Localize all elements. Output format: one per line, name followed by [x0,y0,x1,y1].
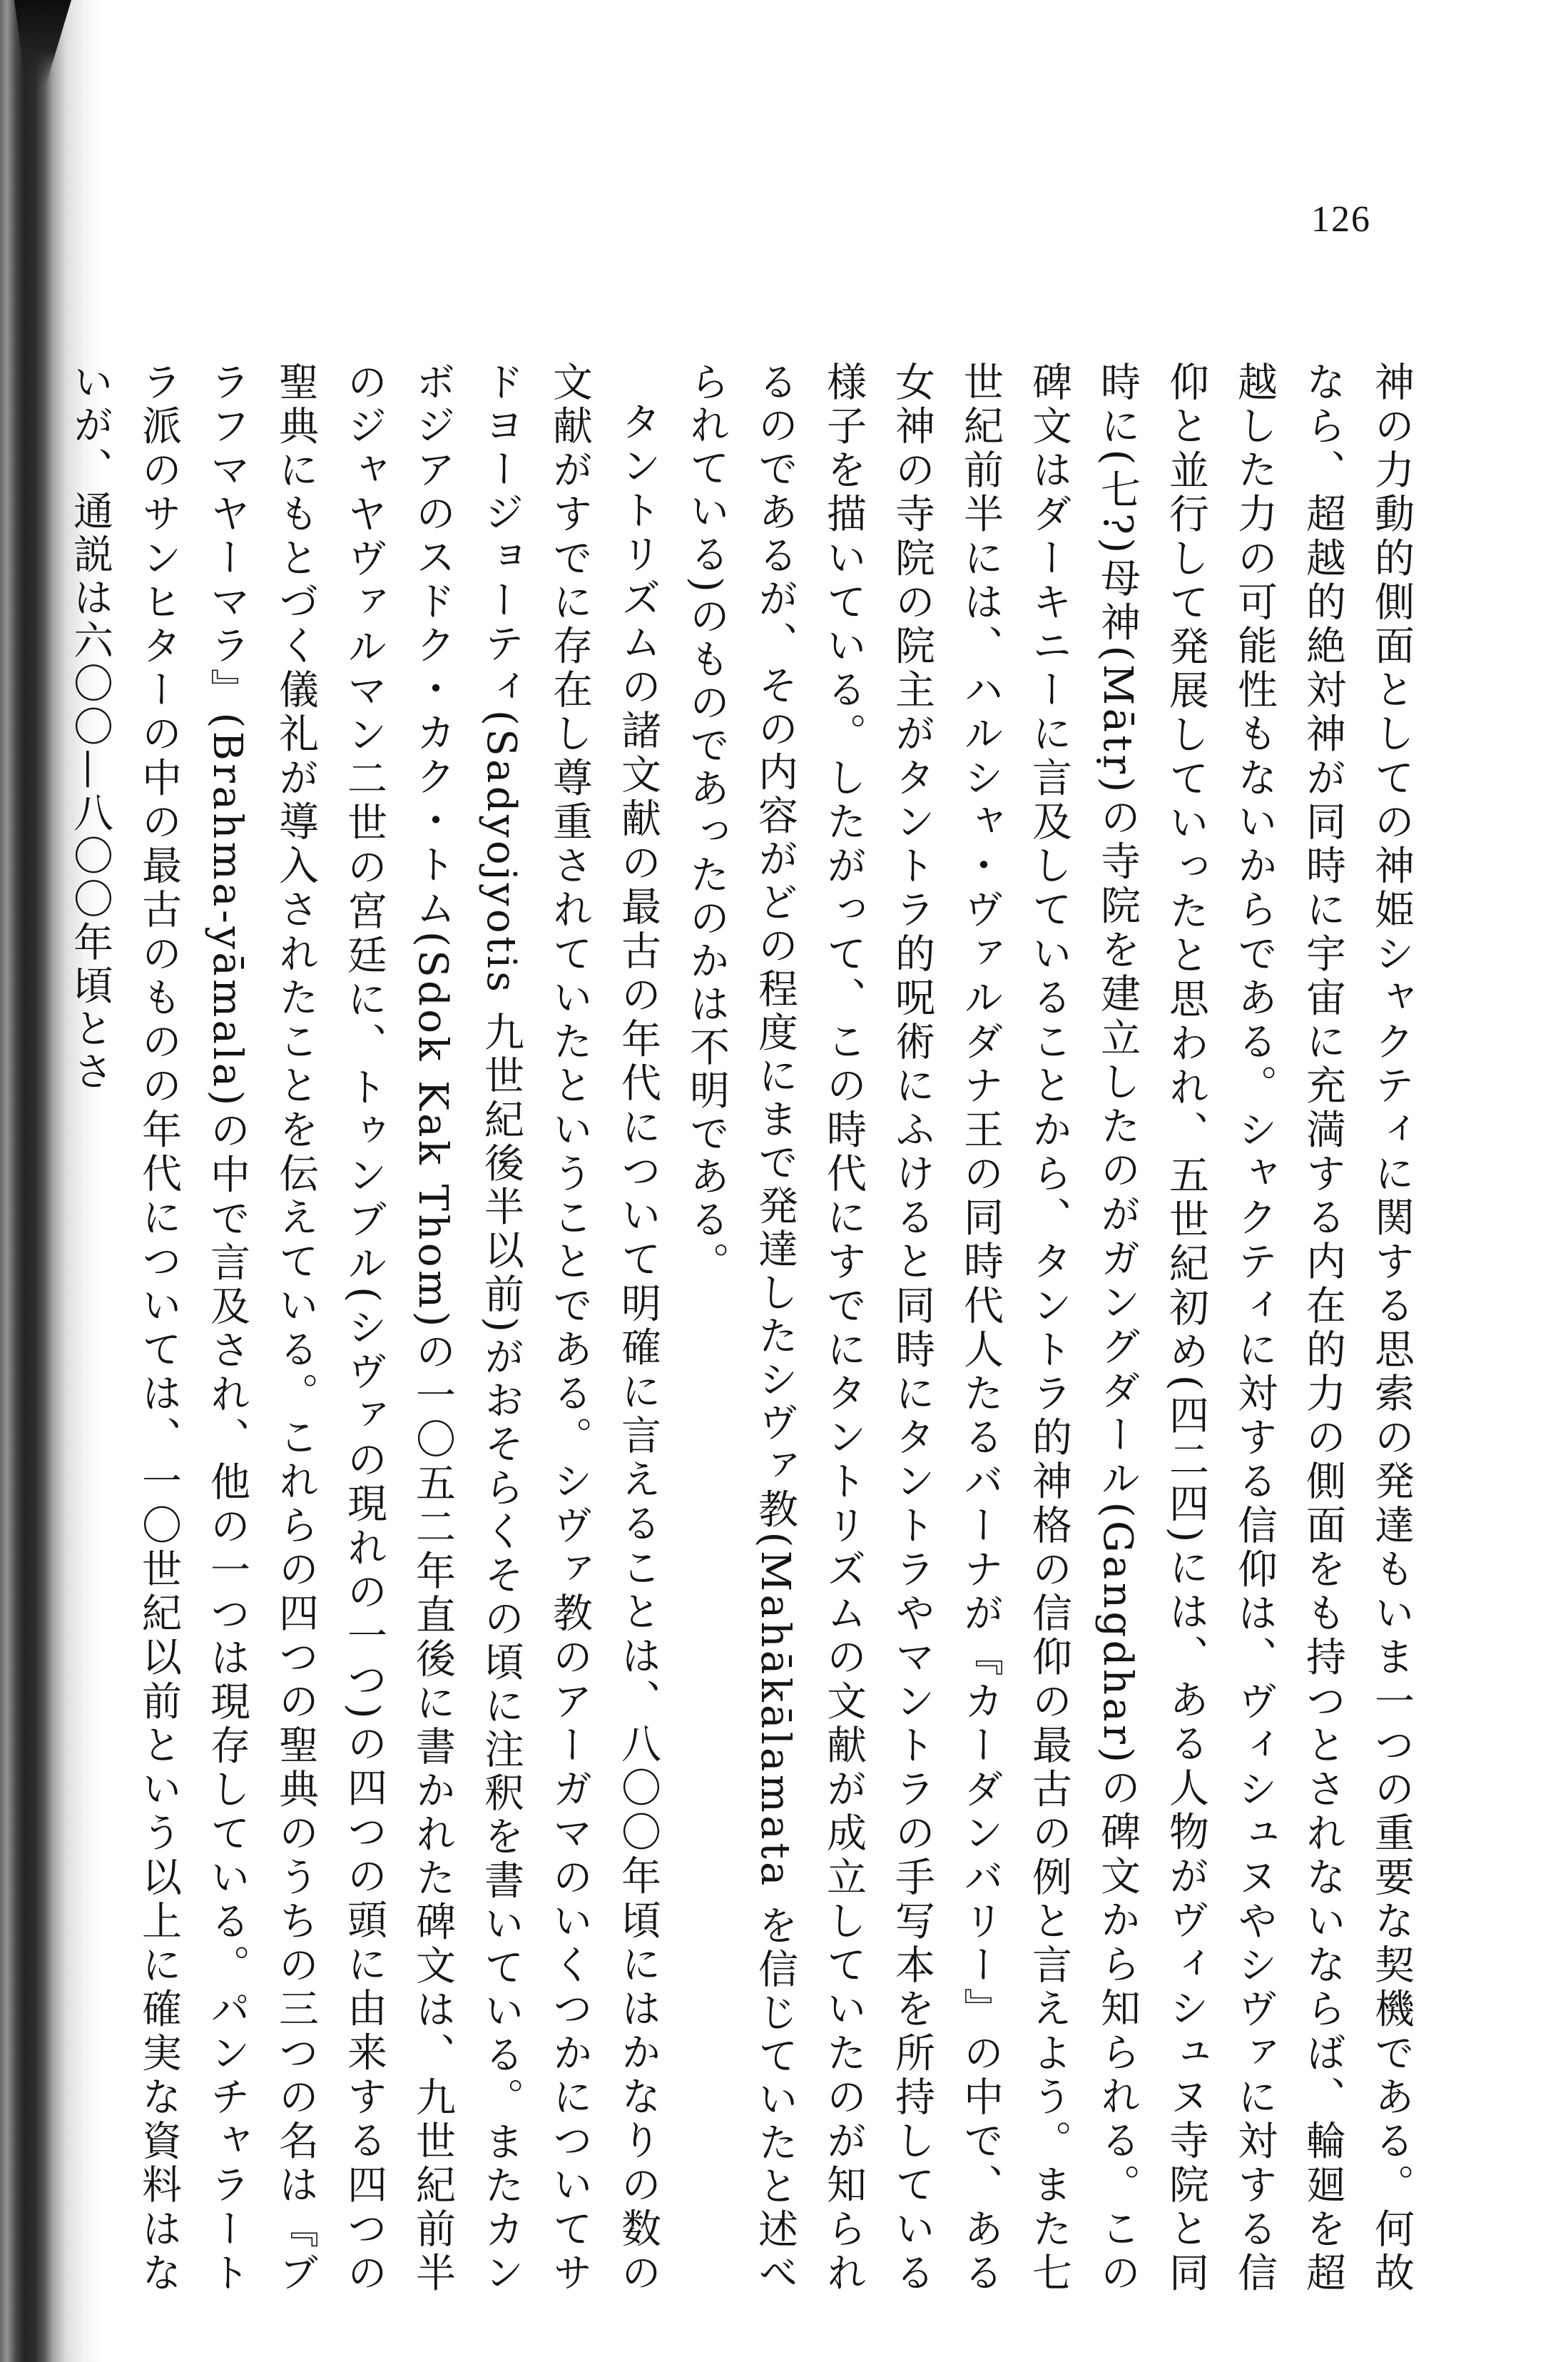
paragraph-1: 神の力動的側面としての神姫シャクティに関する思索の発達もいま一つの重要な契機である。何故なら、超越的絶対神が同時に宇宙に充満する内在的力の側面をも持つとされないならば、輪廻を超越した力の可能性もないからである。シャクティに対する信仰は、ヴィシュヌやシヴァに対する信仰と並行して発展していったと思われ、五世紀初め(四二四)には、ある人物がヴィシュヌ寺院と同時に(七?)母神(Mātṛ)の寺院を建立したのがガングダール(Gangdhar)の碑文から知られる。この碑文はダーキニーに言及していることから、タントラ的神格の信仰の最古の例と言えよう。また七世紀前半には、ハルシャ・ヴァルダナ王の同時代人たるバーナが『カーダンバリー』の中で、ある女神の寺院の院主がタントラ的呪術にふけると同時にタントラやマントラの手写本を所持している様子を描いている。したがって、この時代にすでにタントリズムの文献が成立していたのが知られるのであるが、その内容がどの程度にまで発達したシヴァ教(Mahākālamata を信じていたと述べられている)のものであったのかは不明である。 [683,361,1415,2295]
body-text [56,361,1425,2295]
paragraph-2: タントリズムの諸文献の最古の年代について明確に言えることは、八〇〇年頃にはかなりの数の文献がすでに存在し尊重されていたということである。シヴァ教のアーガマのいくつかについてサドヨージョーティ(Sadyojyotis 九世紀後半以前)がおそらくその頃に注釈を書いている。またカンボジアのスドク・カク・トム(Sdok Kak Thom)の一〇五二年直後に書かれた碑文は、九世紀前半のジャヤヴァルマン二世の宮廷に、トゥンブル(シヴァの現れの一つ)の四つの頭に由来する四つの聖典にもとづく儀礼が導入されたことを伝えている。これらの四つの聖典のうちの三つの名は『ブラフマヤーマラ』(Brahma-yāmala)の中で言及され、他の一つは現存している。パンチャラートラ派のサンヒターの中の最古のものの年代については、一〇世紀以前という以上に確実な資料はないが、通説は六〇〇—八〇〇年頃とさ [67,361,661,2295]
page-number: 126 [1311,199,1371,240]
